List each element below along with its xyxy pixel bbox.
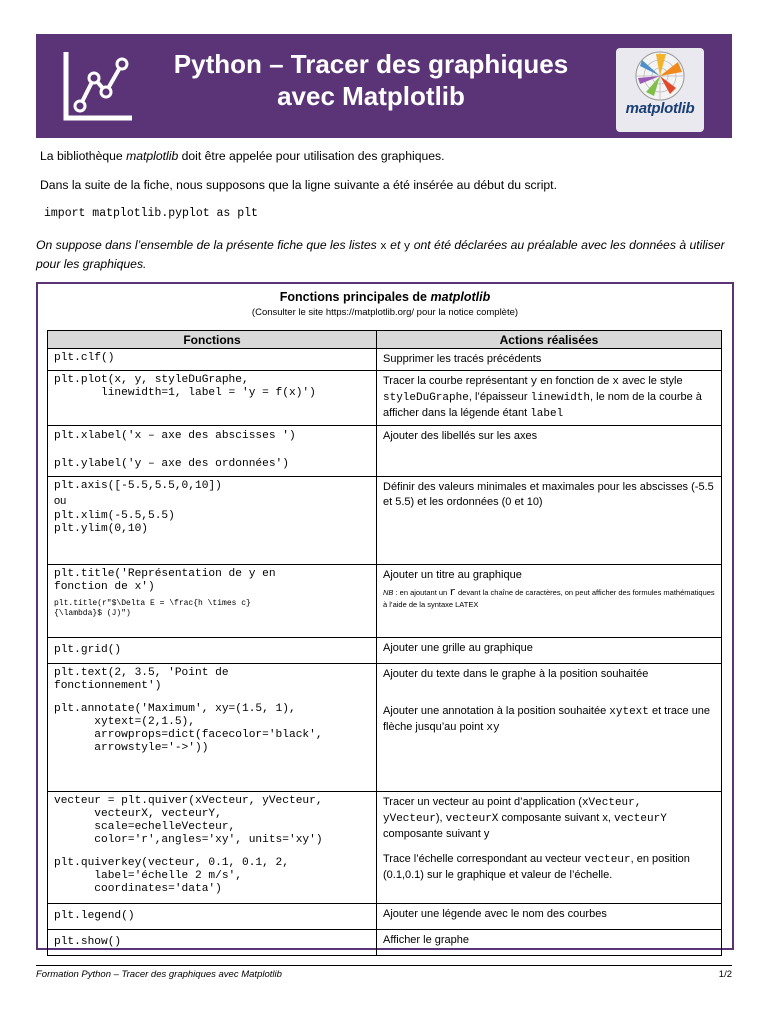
box-title: Fonctions principales de matplotlib: [279, 290, 491, 304]
action-cell: Définir des valeurs minimales et maximales pour les abscisses (-5.5 et 5.5) et les ordonnées (0 et 10): [377, 477, 722, 565]
action-cell: Tracer un vecteur au point d’application (xVecteur, yVecteur), vecteurX composante suivant x, vecteurY composante suivant y Trace l’échelle correspondant au vecteur vecteur, en position (0.1,0.1) sur le graphique et valeur de l’échelle.: [377, 792, 722, 904]
column-header-actions: Actions réalisées: [377, 331, 722, 349]
table-row: [48, 565, 722, 638]
page-title: Python – Tracer des graphiques avec Matplotlib: [173, 49, 569, 111]
header-banner: [36, 34, 732, 138]
table-row: [48, 477, 722, 565]
table-row: [48, 904, 722, 930]
footer-divider: [36, 965, 732, 966]
box-subtitle: (Consulter le site https://matplotlib.org/ pour la notice complète): [251, 307, 519, 318]
table-row: [48, 638, 722, 664]
intro-line-2: Dans la suite de la fiche, nous supposons que la ligne suivante a été insérée au début du script.: [40, 178, 557, 192]
intro-line-1: La bibliothèque matplotlib doit être appelée pour utilisation des graphiques.: [40, 149, 445, 163]
action-cell: Tracer la courbe représentant y en fonction de x avec le style styleDuGraphe, l’épaisseur linewidth, le nom de la courbe à afficher dans la légende étant label: [377, 371, 722, 426]
action-cell: Supprimer les tracés précédents: [377, 349, 722, 371]
function-cell: plt.show(): [48, 930, 377, 956]
polar-chart-icon: [616, 48, 704, 104]
page-number: 1/2: [718, 969, 732, 980]
action-cell: Ajouter un titre au graphique NB : en ajoutant un r devant la chaîne de caractères, on peut afficher des formules mathématiques à l’aide de la syntaxe LATEX: [377, 565, 722, 638]
line-chart-icon: [60, 48, 134, 124]
table-row: [48, 664, 722, 792]
function-cell: plt.axis([-5.5,5.5,0,10]) ou plt.xlim(-5.5,5.5) plt.ylim(0,10): [48, 477, 377, 565]
action-cell: Ajouter une grille au graphique: [377, 638, 722, 664]
function-cell: plt.text(2, 3.5, 'Point de fonctionnement') plt.annotate('Maximum', xy=(1.5, 1), xytext=(2,1.5), arrowprops=dict(facecolor='black', arrowstyle='->')): [48, 664, 377, 792]
intro-note: On suppose dans l’ensemble de la présente fiche que les listes x et y ont été déclarées au préalable avec les données à utiliser pour les graphiques.: [36, 238, 725, 271]
function-cell: plt.plot(x, y, styleDuGraphe, linewidth=1, label = 'y = f(x)'): [48, 371, 377, 426]
table-row: [48, 426, 722, 477]
matplotlib-logo: matplotlib: [616, 48, 704, 132]
table-row: [48, 349, 722, 371]
function-cell: plt.legend(): [48, 904, 377, 930]
action-cell: Afficher le graphe: [377, 930, 722, 956]
import-code: import matplotlib.pyplot as plt: [44, 207, 258, 220]
footer-title: Formation Python – Tracer des graphiques avec Matplotlib: [36, 969, 282, 980]
table-row: [48, 371, 722, 426]
table-row: [48, 792, 722, 904]
action-cell: Ajouter des libellés sur les axes: [377, 426, 722, 477]
column-header-fonctions: Fonctions: [48, 331, 377, 349]
function-cell: plt.xlabel('x – axe des abscisses ') plt.ylabel('y – axe des ordonnées'): [48, 426, 377, 477]
function-cell: plt.title('Représentation de y en fonction de x') plt.title(r"$\Delta E = \frac{h \times c} {\lambda}$ (J)"): [48, 565, 377, 638]
action-cell: Ajouter du texte dans le graphe à la position souhaitée Ajouter une annotation à la position souhaitée xytext et trace une flèche jusqu’au point xy: [377, 664, 722, 792]
function-cell: plt.clf(): [48, 349, 377, 371]
action-cell: Ajouter une légende avec le nom des courbes: [377, 904, 722, 930]
function-cell: vecteur = plt.quiver(xVecteur, yVecteur, vecteurX, vecteurY, scale=echelleVecteur, color='r',angles='xy', units='xy') plt.quiverkey(vecteur, 0.1, 0.1, 2, label='échelle 2 m/s', coordinates='data'): [48, 792, 377, 904]
function-cell: plt.grid(): [48, 638, 377, 664]
table-row: [48, 930, 722, 956]
table-header: [48, 331, 722, 349]
functions-table: [47, 330, 722, 956]
